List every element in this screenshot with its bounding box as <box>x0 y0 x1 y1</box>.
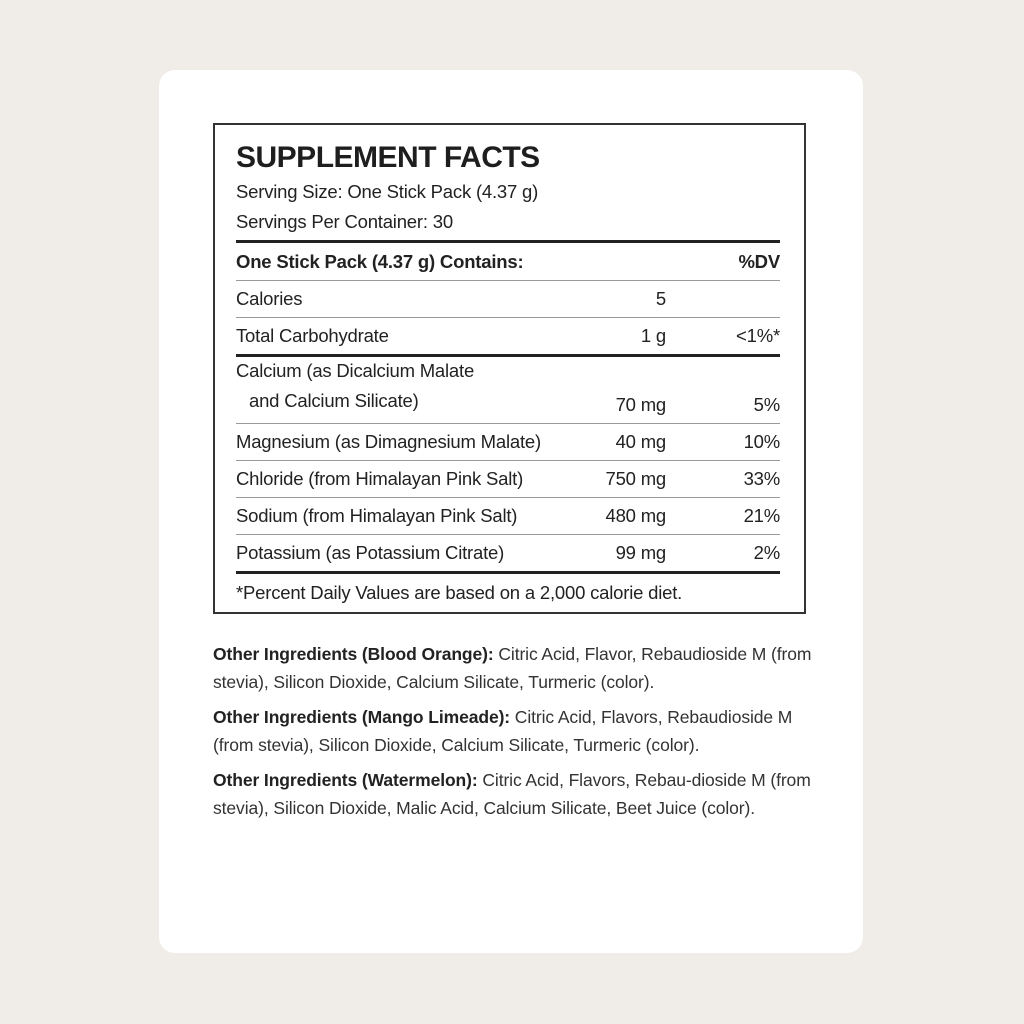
nutrient-amount: 1 g <box>640 325 666 346</box>
nutrient-amount: 99 mg <box>615 542 666 563</box>
facts-row-chloride <box>236 461 780 497</box>
facts-row-sodium <box>236 498 780 534</box>
nutrient-dv: <1%* <box>736 325 780 346</box>
nutrient-name: Chloride (from Himalayan Pink Salt) <box>236 468 524 489</box>
header-label: One Stick Pack (4.37 g) Contains: <box>236 250 524 272</box>
nutrient-amount: 40 mg <box>615 431 666 452</box>
ingredients-label: Other Ingredients (Mango Limeade): <box>213 707 511 727</box>
nutrient-name-line1: Calcium (as Dicalcium Malate <box>236 360 475 381</box>
facts-row-calories <box>236 281 780 317</box>
nutrient-amount: 480 mg <box>605 505 666 526</box>
other-ingredients <box>213 641 813 830</box>
nutrient-name: Total Carbohydrate <box>236 325 389 346</box>
ingredients-text: Citric Acid, Flavors, Rebaudioside M (from stevia), Silicon Dioxide, Calcium Silicate, Turmeric (color). <box>213 707 793 755</box>
nutrient-name: Sodium (from Himalayan Pink Salt) <box>236 505 518 526</box>
nutrient-amount: 5 <box>655 288 666 309</box>
nutrient-dv: 10% <box>743 431 780 452</box>
serving-size: Serving Size: One Stick Pack (4.37 g) <box>236 181 539 202</box>
nutrient-name: Calories <box>236 288 303 309</box>
facts-row-potassium <box>236 535 780 571</box>
nutrient-amount: 750 mg <box>605 468 666 489</box>
ingredients-label: Other Ingredients (Blood Orange): <box>213 644 494 664</box>
nutrient-dv: 5% <box>753 394 780 415</box>
header-dv: %DV <box>738 250 780 272</box>
supplement-facts-panel <box>213 123 806 614</box>
facts-header-row <box>236 243 780 280</box>
facts-title: SUPPLEMENT FACTS <box>236 141 540 174</box>
nutrient-name <box>236 356 546 416</box>
nutrient-dv: 21% <box>743 505 780 526</box>
ingredients-label: Other Ingredients (Watermelon): <box>213 770 478 790</box>
nutrient-dv: 2% <box>753 542 780 563</box>
facts-row-magnesium <box>236 424 780 460</box>
ingredients-text: Citric Acid, Flavors, Rebau-dioside M (from stevia), Silicon Dioxide, Malic Acid, Calcium Silicate, Beet Juice (color). <box>213 770 811 818</box>
nutrient-dv: 33% <box>743 468 780 489</box>
nutrient-name: Potassium (as Potassium Citrate) <box>236 542 505 563</box>
nutrient-name-line2: and Calcium Silicate) <box>249 390 419 411</box>
supplement-card <box>159 70 863 953</box>
facts-row-carbohydrate <box>236 318 780 354</box>
facts-row-calcium <box>236 357 780 423</box>
ingredients-text: Citric Acid, Flavor, Rebaudioside M (from stevia), Silicon Dioxide, Calcium Silicate, Turmeric (color). <box>213 644 812 692</box>
dv-footnote: *Percent Daily Values are based on a 2,000 calorie diet. <box>236 582 683 603</box>
nutrient-name: Magnesium (as Dimagnesium Malate) <box>236 431 541 452</box>
ingredients-blood-orange <box>213 641 813 696</box>
ingredients-mango-limeade <box>213 704 813 759</box>
nutrient-amount: 70 mg <box>615 394 666 415</box>
ingredients-watermelon <box>213 767 813 822</box>
servings-per-container: Servings Per Container: 30 <box>236 211 453 232</box>
